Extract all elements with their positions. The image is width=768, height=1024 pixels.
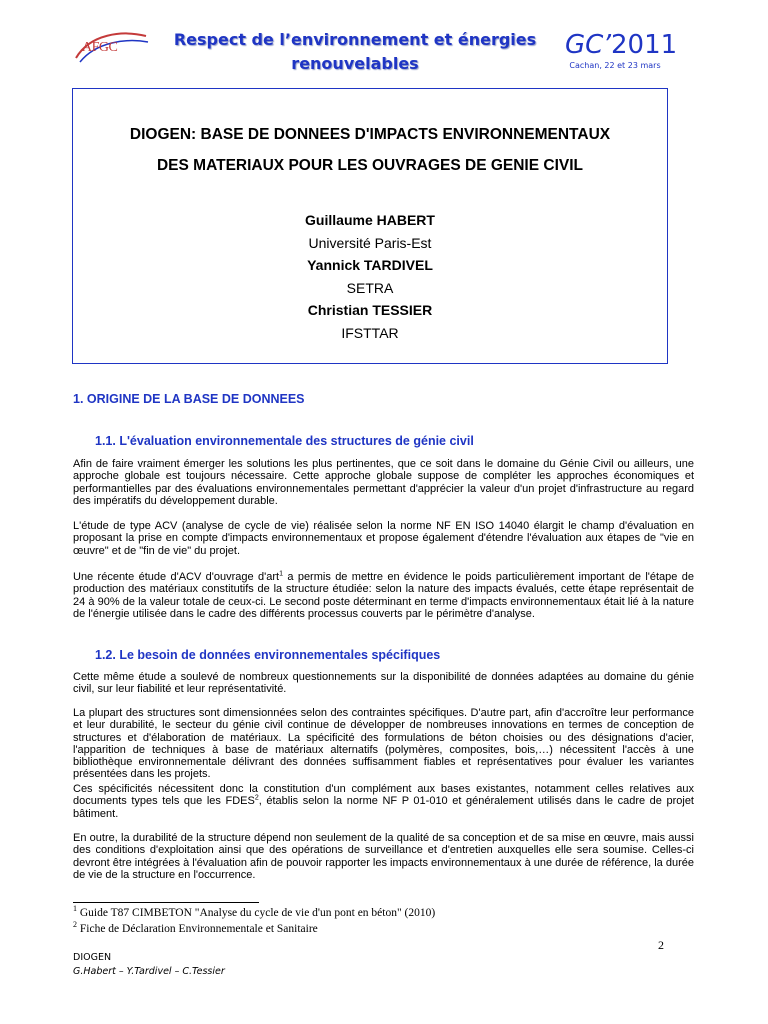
paragraph: Afin de faire vraiment émerger les solutions les plus pertinentes, que ce soit dans le domaine du Génie Civil ou ailleurs, une approche globale est toujours nécessaire. Cette approche globale suppose de compléter les approches économiques et performantielles par des évaluations environnementales permettant d'apprécier la valeur d'un projet d'infrastructure au regard des impératifs du développement durable. [73,458,694,507]
paragraph: En outre, la durabilité de la structure dépend non seulement de la qualité de sa conception et de sa mise en œuvre, mais aussi des conditions d'exploitation ainsi que des opérations de surveillance et d'entretien auxquelles elle sera soumise. Celles-ci devront être intégrées à l'évaluation afin de pouvoir rapporter les impacts environnementaux à une durée de référence, la durée de vie de la structure en l'occurrence. [73,832,694,881]
paragraph [73,783,694,820]
logo-text: AFGC [82,40,118,55]
section-heading: 1. ORIGINE DE LA BASE DE DONNEES [73,392,305,406]
afgc-logo [70,28,152,68]
footnote-text: Fiche de Déclaration Environnementale et Sanitaire [77,923,318,935]
paragraph-text: Ces spécificités nécessitent donc la constitution d'un complément aux bases existantes, notamment celles relatives aux documents types tels que les FDES [73,783,694,808]
author-affiliation: IFSTTAR [341,324,399,341]
footer-authors: G.Habert – Y.Tardivel – C.Tessier [73,966,225,977]
gc-subtitle: Cachan, 22 et 23 mars [569,61,661,70]
footnote [73,922,318,936]
footnote-mark: 2 [73,920,77,930]
author-affiliation: Université Paris-Est [308,234,432,251]
paragraph: Cette même étude a soulevé de nombreux questionnements sur la disponibilité de données adaptées au domaine du génie civil, sur leur fiabilité et leur représentativité. [73,671,694,696]
footnote-divider [73,902,259,903]
subsection-heading: 1.1. L'évaluation environnementale des structures de génie civil [95,434,474,448]
gc-year: 2011 [611,30,678,60]
author-name: Yannick TARDIVEL [307,257,433,273]
paragraph-text: , établis selon la norme NF P 01-010 et généralement utilisés dans le cadre de projet bâtiment. [73,795,694,820]
paragraph: La plupart des structures sont dimensionnées selon des contraintes spécifiques. D'autre part, afin d'accroître leur performance et leur durabilité, le secteur du génie civil continue de développer de nombreuses innovations en termes de conception de structures et d'élaboration de matériaux. La spécificité des formulations de béton choisies ou des désignations d'acier, l'apparition de techniques à base de matériaux alternatifs (polymères, composites, bois,…) nécessitent l'accès à une bibliothèque environnementale délivrant des données suffisamment fiables et représentatives pour évaluer les variantes présentées dans les projets. [73,707,694,781]
paper-title [73,119,667,181]
conference-title-line2: renouvelables [291,54,419,73]
footnote-text: Guide T87 CIMBETON "Analyse du cycle de vie d'un pont en béton" (2010) [77,907,436,919]
title-box [72,88,668,364]
footnote-ref: 1 [279,570,283,578]
paper-title-line2: DES MATERIAUX POUR LES OUVRAGES DE GENIE CIVIL [156,157,583,174]
author-list [73,209,667,344]
footnote-ref: 2 [254,794,259,802]
author-name: Christian TESSIER [307,302,433,318]
paragraph: L'étude de type ACV (analyse de cycle de vie) réalisée selon la norme NF EN ISO 14040 élargit le champ d'évaluation en proposant la prise en compte d'impacts environnementaux et propose également d'étendre l'évaluation aux étapes de "vie en œuvre" et de "fin de vie" du projet. [73,520,694,557]
footer-project: DIOGEN [73,952,112,963]
gc-mark [565,30,678,60]
author-name: Guillaume HABERT [305,212,435,228]
paragraph-text: a permis de mettre en évidence le poids particulièrement important de l'étape de production des matériaux constitutifs de la structure étudiée: selon la nature des impacts évalués, cette étape représentait de 24 à 90% de la valeur totale de ceux-ci. Le second poste déterminant en terme d'impacts environnementaux était lié à la nature de l'énergie utilisée dans le cadre des différents processus couverts par le périmètre d'analyse. [73,571,694,620]
subsection-heading: 1.2. Le besoin de données environnementales spécifiques [95,648,441,662]
footnote [73,906,435,920]
footnote-mark: 1 [73,904,77,914]
paragraph [73,571,694,620]
paper-title-line1: DIOGEN: BASE DE DONNEES D'IMPACTS ENVIRONNEMENTAUX [129,126,611,143]
page-number: 2 [658,938,664,952]
author-affiliation: SETRA [346,279,394,296]
gc-prefix: GC’ [565,30,611,60]
paragraph-text: Une récente étude d'ACV d'ouvrage d'art [73,571,280,583]
conference-title-line1: Respect de l’environnement et énergies [173,30,537,49]
conference-title [160,28,550,76]
gc-conference-mark [565,30,678,70]
